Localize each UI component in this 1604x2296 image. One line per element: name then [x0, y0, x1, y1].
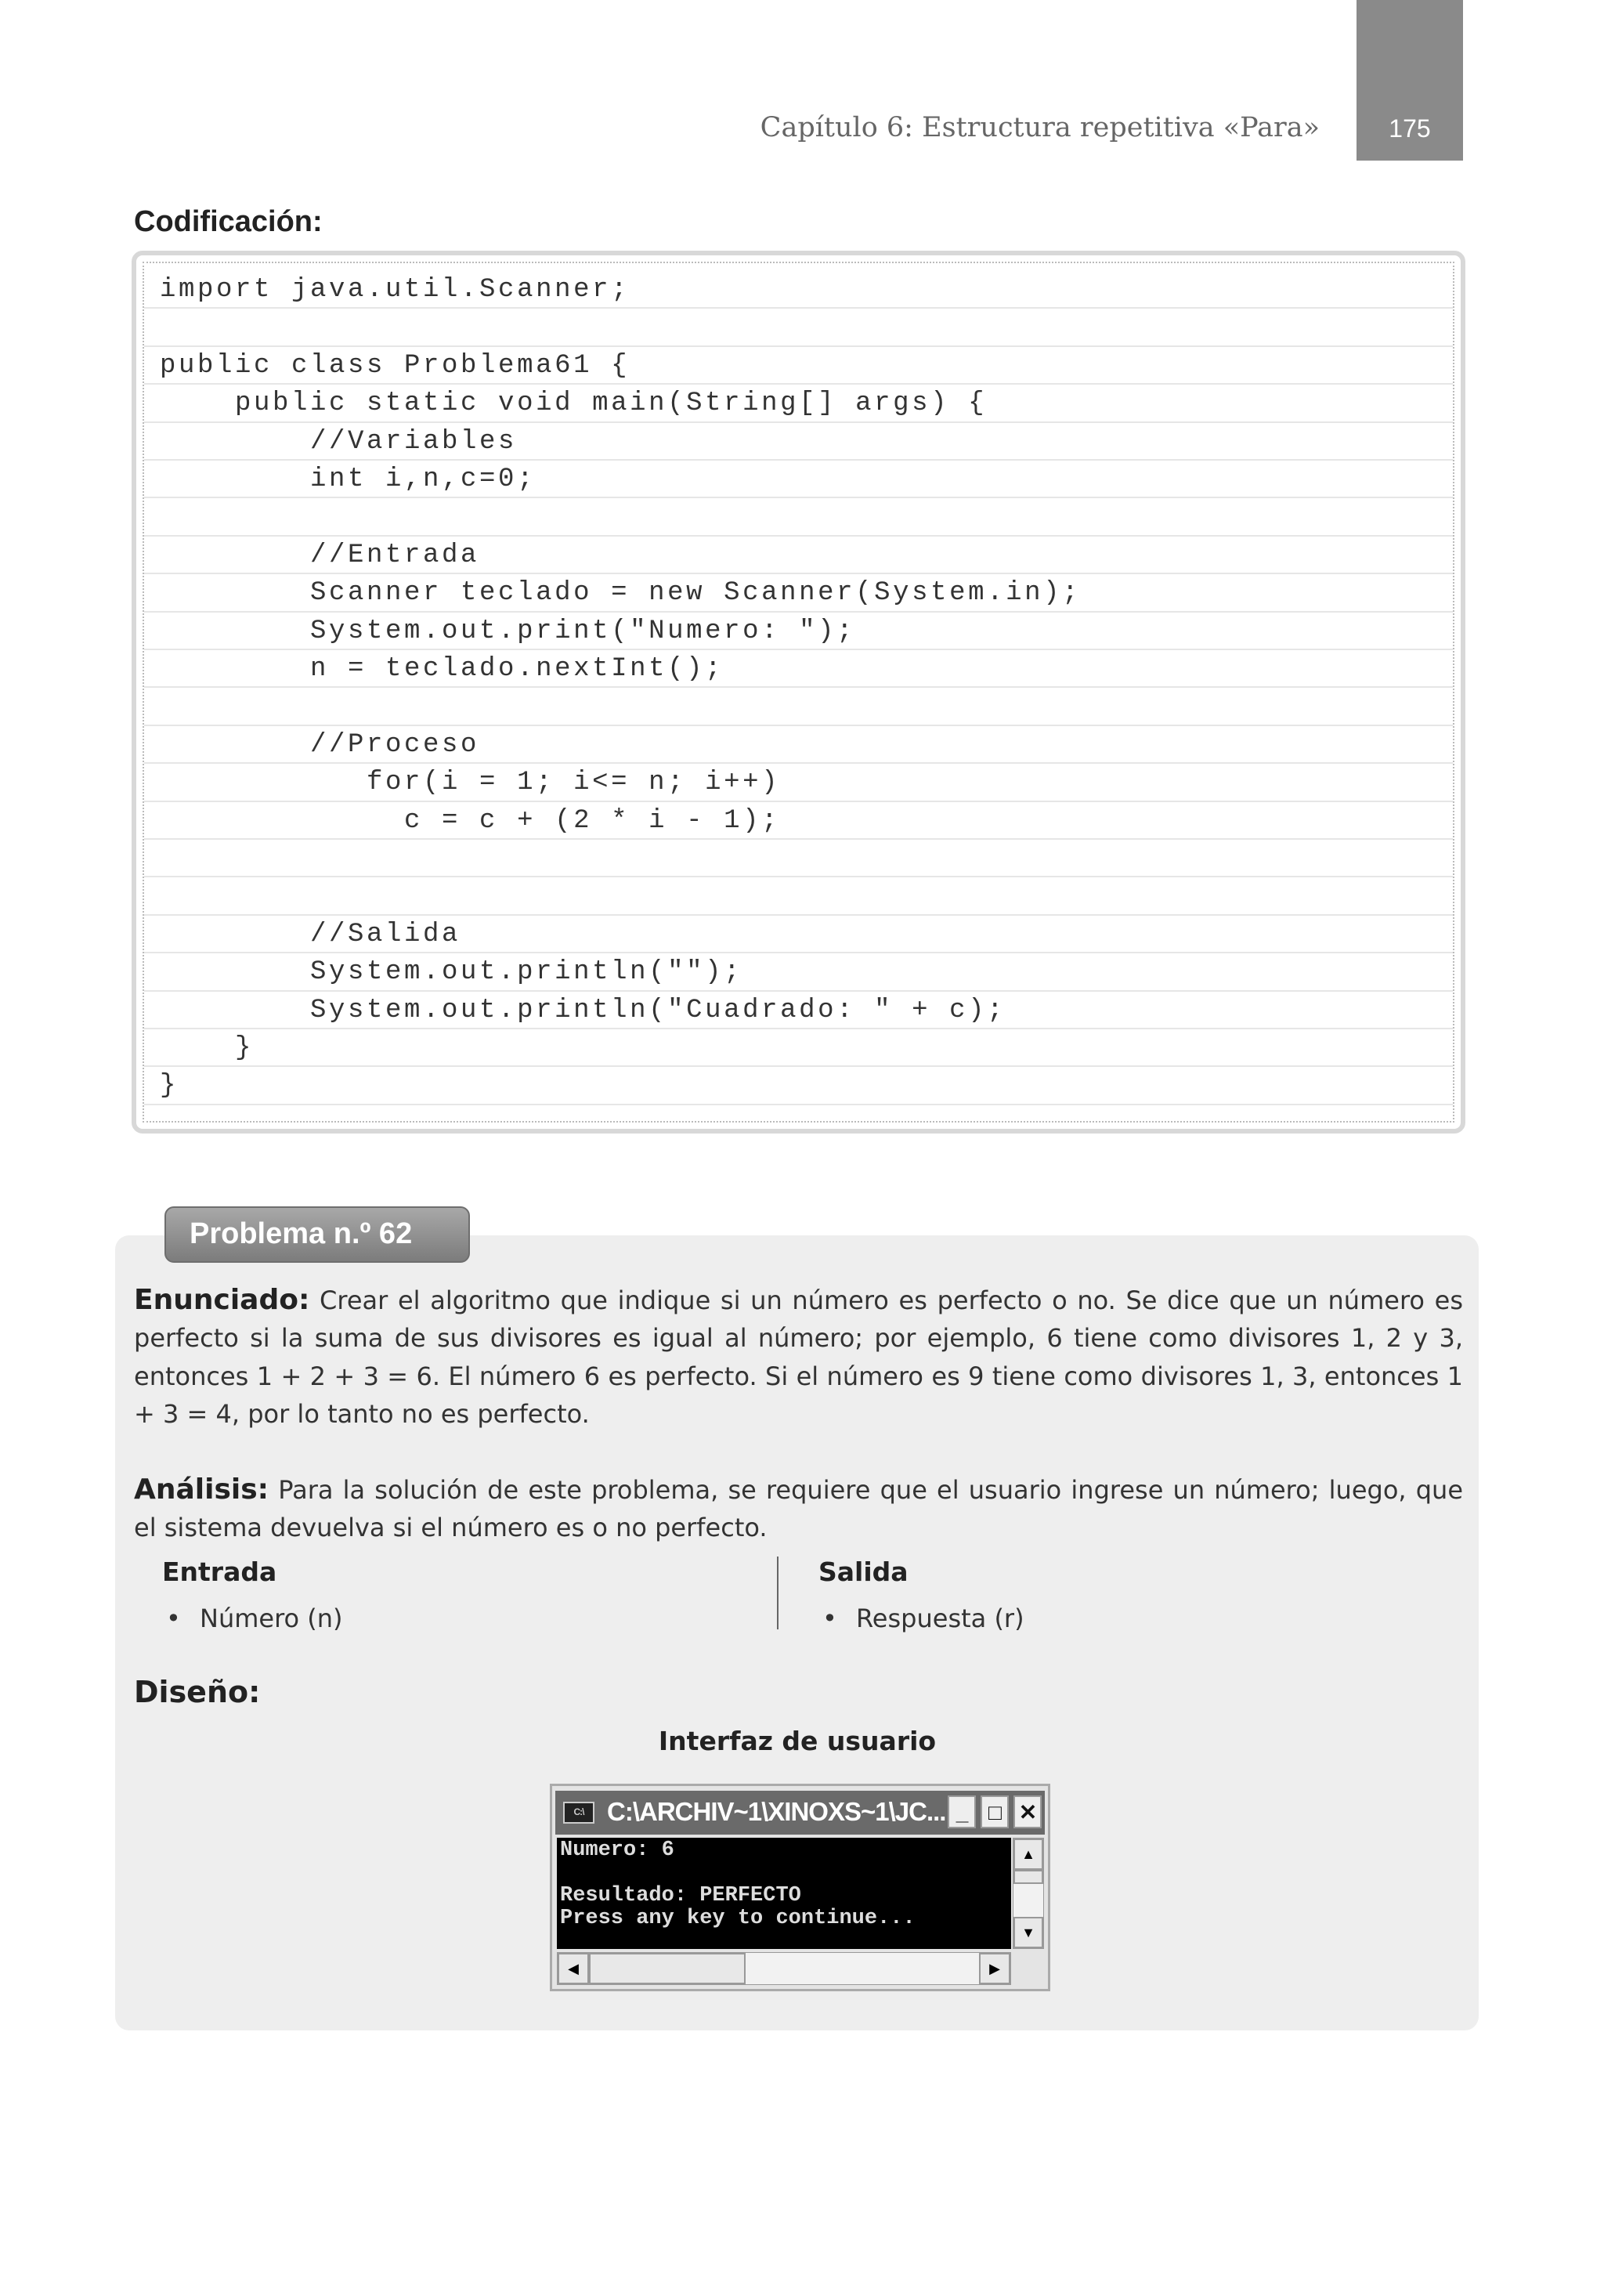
code-line	[144, 840, 1453, 877]
code-line: Scanner teclado = new Scanner(System.in);	[144, 574, 1453, 612]
horizontal-scrollbar[interactable]	[557, 1952, 1011, 1985]
scroll-right-icon[interactable]: ▶	[979, 1953, 1010, 1984]
scroll-up-icon[interactable]: ▲	[1013, 1839, 1043, 1870]
entrada-heading: Entrada	[162, 1557, 277, 1587]
console-titlebar	[555, 1791, 1045, 1835]
code-line: import java.util.Scanner;	[144, 271, 1453, 309]
analisis-label: Análisis:	[134, 1473, 269, 1506]
chapter-header: Capítulo 6: Estructura repetitiva «Para»	[760, 112, 1320, 143]
code-line	[144, 309, 1453, 346]
close-icon[interactable]: ✕	[1013, 1795, 1042, 1828]
maximize-icon[interactable]: □	[981, 1795, 1009, 1828]
enunciado-label: Enunciado:	[134, 1284, 310, 1316]
interfaz-heading: Interfaz de usuario	[658, 1726, 937, 1756]
analisis-paragraph	[134, 1471, 1463, 1547]
code-box	[132, 251, 1465, 1134]
vertical-scrollbar[interactable]	[1013, 1838, 1044, 1949]
console-output: Numero: 6 Resultado: PERFECTO Press any key to continue...	[557, 1838, 1011, 1949]
code-line: //Salida	[144, 916, 1453, 953]
console-window	[550, 1784, 1050, 1991]
code-line: int i,n,c=0;	[144, 461, 1453, 498]
entrada-bullet: •	[166, 1604, 181, 1633]
diseno-heading: Diseño:	[134, 1675, 261, 1709]
code-line	[144, 498, 1453, 536]
code-line	[144, 688, 1453, 725]
code-line: }	[144, 1067, 1453, 1105]
salida-item: Respuesta (r)	[856, 1604, 1024, 1633]
code-line: public static void main(String[] args) {	[144, 385, 1453, 422]
scroll-thumb[interactable]	[1013, 1870, 1043, 1884]
code-line: n = teclado.nextInt();	[144, 650, 1453, 688]
codificacion-heading: Codificación:	[134, 205, 323, 238]
hscroll-thumb[interactable]	[589, 1953, 746, 1984]
enunciado-paragraph	[134, 1282, 1463, 1434]
code-line: //Proceso	[144, 726, 1453, 764]
code-line	[144, 877, 1453, 915]
code-line: System.out.println("Cuadrado: " + c);	[144, 992, 1453, 1029]
enunciado-text: Crear el algoritmo que indique si un número es perfecto o no. Se dice que un número es perfecto si la suma de sus divisores es igual al número; por ejemplo, 6 tiene como divisores 1, 2 y 3, entonces 1 + 2 + 3 = 6. El número 6 es perfecto. Si el número es 9 tiene como divisores 1, 3, entonces 1 + 3 = 4, por lo tanto no es perfecto.	[134, 1285, 1464, 1430]
code-line: c = c + (2 * i - 1);	[144, 802, 1453, 840]
salida-bullet: •	[822, 1604, 837, 1633]
page-number: 175	[1357, 0, 1463, 161]
minimize-icon[interactable]: _	[948, 1795, 976, 1828]
code-line: System.out.println("");	[144, 953, 1453, 991]
entrada-item: Número (n)	[200, 1604, 343, 1633]
console-title: C:\ARCHIV~1\XINOXS~1\JC...	[607, 1797, 946, 1826]
code-line: //Entrada	[144, 537, 1453, 574]
code-line: public class Problema61 {	[144, 347, 1453, 385]
column-divider	[777, 1557, 779, 1629]
console-icon: C:\	[563, 1802, 594, 1824]
code-line: //Variables	[144, 423, 1453, 461]
analisis-text: Para la solución de este problema, se requiere que el usuario ingrese un número; luego, que el sistema devuelva si el número es o no perfecto.	[134, 1475, 1464, 1543]
problem-tab: Problema n.º 62	[164, 1206, 470, 1263]
code-line: for(i = 1; i<= n; i++)	[144, 764, 1453, 801]
code-listing	[143, 262, 1454, 1123]
code-line: System.out.print("Numero: ");	[144, 613, 1453, 650]
salida-heading: Salida	[818, 1557, 909, 1587]
code-line: }	[144, 1029, 1453, 1067]
scroll-down-icon[interactable]: ▼	[1013, 1917, 1043, 1948]
scroll-left-icon[interactable]: ◀	[558, 1953, 589, 1984]
